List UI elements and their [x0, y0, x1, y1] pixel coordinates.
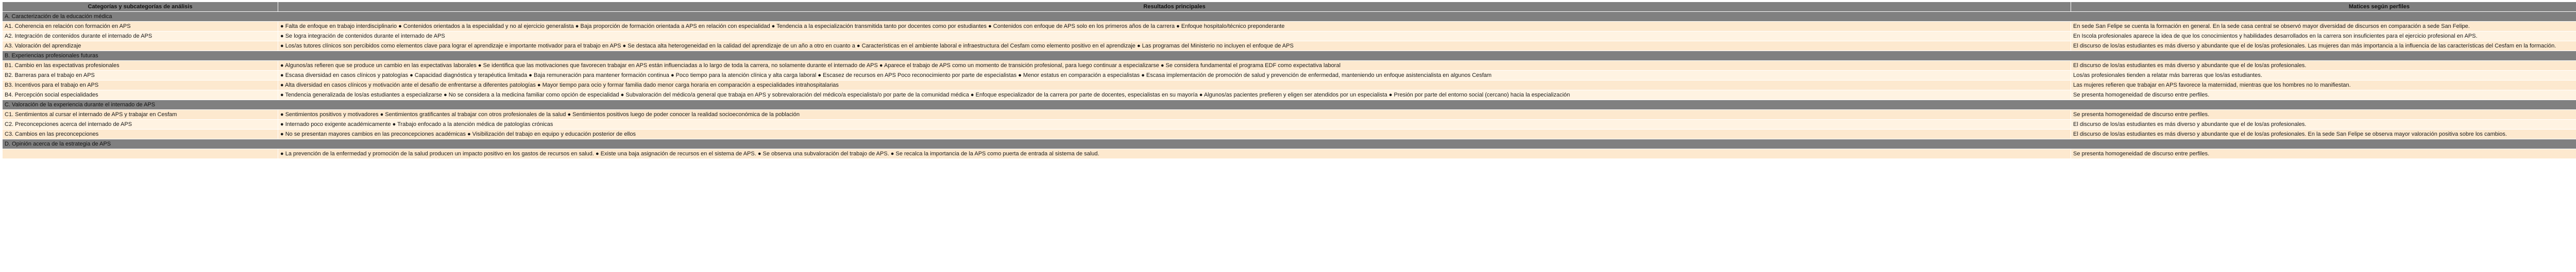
row-label: B2. Barreras para el trabajo en APS	[3, 71, 278, 81]
section-title: C. Valoración de la experiencia durante el internado de APS	[3, 100, 2576, 110]
analysis-table	[2, 2, 2576, 159]
row-label: C1. Sentimientos al cursar el internado de APS y trabajar en Cesfam	[3, 110, 278, 120]
section-row-d	[3, 139, 2576, 149]
table-row	[3, 130, 2576, 139]
table-header	[3, 2, 2576, 12]
table-row	[3, 71, 2576, 81]
row-label: B1. Cambio en las expectativas profesionales	[3, 61, 278, 71]
row-profiles: En sede San Felipe se cuenta la formación en general. En la sede casa central se observó mayor diversidad de discursos en comparación a sede San Felipe.	[2071, 22, 2576, 31]
table-row	[3, 61, 2576, 71]
section-title: A. Caracterización de la educación médica	[3, 12, 2576, 22]
row-results: ● Los/as tutores clínicos son percibidos como elementos clave para lograr el aprendizaje e importante motivador para el trabajo en APS ● Se destaca alta heterogeneidad en la calidad del aprendizaje de un año a otro en cuanto a ● Características en el ambiente laboral e infraestructura del Cesfam como elemento positivo en el aprendizaje ● Las programas del Ministerio no incluyen el enfoque de APS	[278, 41, 2071, 51]
table-row	[3, 41, 2576, 51]
header-category: Categorías y subcategorías de análisis	[3, 2, 278, 12]
row-profiles: Los/as profesionales tienden a relatar más barreras que los/as estudiantes.	[2071, 71, 2576, 81]
table-row	[3, 22, 2576, 31]
section-title: D. Opinión acerca de la estrategia de APS	[3, 139, 2576, 149]
row-results: ● No se presentan mayores cambios en las preconcepciones académicas ● Visibilización del trabajo en equipo y educación posterior de ellos	[278, 130, 2071, 139]
analysis-table-container	[2, 2, 2576, 159]
row-results: ● La prevención de la enfermedad y promoción de la salud producen un impacto positivo en los gastos de recursos en salud. ● Existe una baja asignación de recursos en el sistema de APS. ● Se observa una subvaloración del trabajo de APS. ● Se recalca la importancia de la APS como puerta de entrada al sistema de salud.	[278, 149, 2071, 159]
row-results: ● Sentimientos positivos y motivadores ● Sentimientos gratificantes al trabajar con otros profesionales de la salud ● Sentimientos positivos luego de poder conocer la realidad socioeconómica de la población	[278, 110, 2071, 120]
row-profiles: Se presenta homogeneidad de discurso entre perfiles.	[2071, 110, 2576, 120]
section-row-a	[3, 12, 2576, 22]
table-row	[3, 81, 2576, 90]
table-body	[3, 12, 2576, 159]
section-row-b	[3, 51, 2576, 61]
header-row	[3, 2, 2576, 12]
row-results: ● Falta de enfoque en trabajo interdisciplinario ● Contenidos orientados a la especialidad y no al ejercicio generalista ● Baja proporción de formación orientada a APS en relación con especialidad ● Tendencia a la especialización transmitida tanto por docentes como por estudiantes ● Contenidos con enfoque de APS solo en los primeros años de la carrera ● Enfoque hospitalo/técnico preponderante	[278, 22, 2071, 31]
header-profiles: Matices según perfiles	[2071, 2, 2576, 12]
row-profiles: Se presenta homogeneidad de discurso entre perfiles.	[2071, 90, 2576, 100]
table-row	[3, 110, 2576, 120]
row-profiles: El discurso de los/as estudiantes es más diverso y abundante que el de los/as profesionales.	[2071, 120, 2576, 130]
row-results: ● Internado poco exigente académicamente ● Trabajo enfocado a la atención médica de patologías crónicas	[278, 120, 2071, 130]
table-row	[3, 31, 2576, 41]
row-label: B4. Percepción social especialidades	[3, 90, 278, 100]
section-row-c	[3, 100, 2576, 110]
row-label: A2. Integración de contenidos durante el internado de APS	[3, 31, 278, 41]
row-profiles: En Iscola profesionales aparece la idea de que los conocimientos y habilidades desarrollados en la carrera son insuficientes para el ejercicio profesional en APS.	[2071, 31, 2576, 41]
row-label: A3. Valoración del aprendizaje	[3, 41, 278, 51]
row-results: ● Escasa diversidad en casos clínicos y patologías ● Capacidad diagnóstica y terapéutica limitada ● Baja remuneración para mantener formación continua ● Poco tiempo para la atención clínica y alta carga laboral ● Escasez de recursos en APS Poco reconocimiento por parte de especialistas ● Menor estatus en comparación a especialistas ● Escasa implementación de promoción de salud y prevención de enfermedad, manteniendo un enfoque asistencialista en algunos Cesfam	[278, 71, 2071, 81]
row-results: ● Alta diversidad en casos clínicos y motivación ante el desafío de enfrentarse a diferentes patologías ● Mayor tiempo para ocio y formar familia dado menor carga horaria en comparación a especialidades intrahospitalarias	[278, 81, 2071, 90]
table-row	[3, 149, 2576, 159]
table-row	[3, 90, 2576, 100]
row-label: C2. Preconcepciones acerca del internado de APS	[3, 120, 278, 130]
row-profiles: El discurso de los/as estudiantes es más diverso y abundante que el de los/as profesionales. En la sede San Felipe se observa mayor valoración positiva sobre los cambios.	[2071, 130, 2576, 139]
row-profiles: Las mujeres refieren que trabajar en APS favorece la maternidad, mientras que los hombres no lo manifiestan.	[2071, 81, 2576, 90]
section-title: B. Experiencias profesionales futuras	[3, 51, 2576, 61]
row-profiles: El discurso de los/as estudiantes es más diverso y abundante que el de los/as profesionales.	[2071, 61, 2576, 71]
row-results: ● Se logra integración de contenidos durante el internado de APS	[278, 31, 2071, 41]
row-label: B3. Incentivos para el trabajo en APS	[3, 81, 278, 90]
header-results: Resultados principales	[278, 2, 2071, 12]
row-results: ● Tendencia generalizada de los/as estudiantes a especializarse ● No se considera a la medicina familiar como opción de especialidad ● Subvaloración del médico/a general que trabaja en APS y sobrevaloración del médico/a especialista/o por parte de la comunidad médica ● Enfoque especializador de la carrera por parte de docentes, especialistas en su mayoría ● Algunos/as pacientes prefieren y eligen ser atendidos por un especialista ● Presión por parte del entorno social (cercano) hacia la especialización	[278, 90, 2071, 100]
row-label: C3. Cambios en las preconcepciones	[3, 130, 278, 139]
row-results: ● Algunos/as refieren que se produce un cambio en las expectativas laborales ● Se identifica que las motivaciones que favorecen trabajar en APS están influenciadas a lo largo de toda la carrera, no solamente durante el internado de APS ● Aparece el trabajo de APS como un momento de transición profesional, para luego continuar a especializarse ● Se considera fundamental el programa EDF como expectativa laboral	[278, 61, 2071, 71]
row-label	[3, 149, 278, 159]
row-profiles: Se presenta homogeneidad de discurso entre perfiles.	[2071, 149, 2576, 159]
table-row	[3, 120, 2576, 130]
row-profiles: El discurso de los/as estudiantes es más diverso y abundante que el de los/as profesionales. Las mujeres dan más importancia a la influencia de las características del Cesfam en la formación.	[2071, 41, 2576, 51]
row-label: A1. Coherencia en relación con formación en APS	[3, 22, 278, 31]
